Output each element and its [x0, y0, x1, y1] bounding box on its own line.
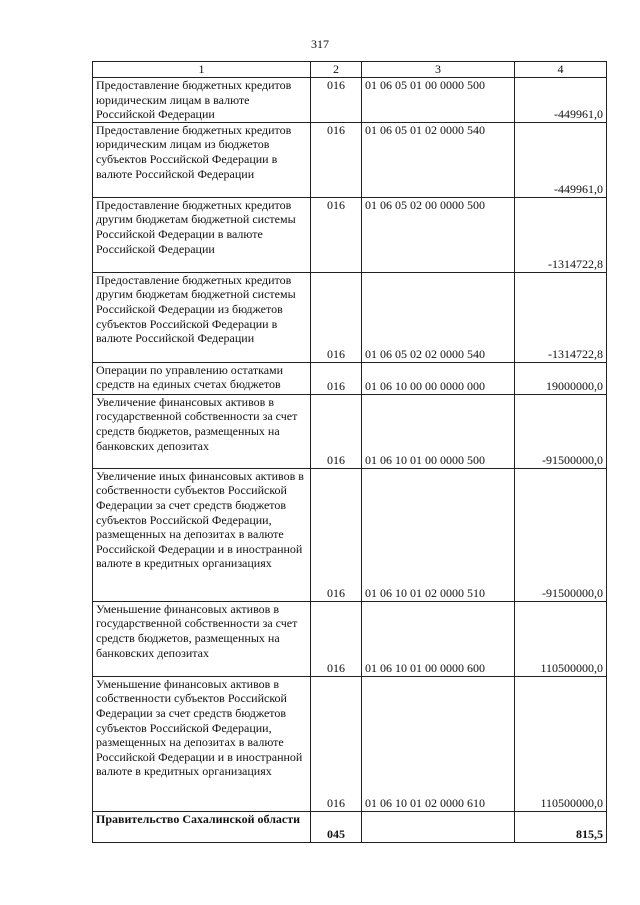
admin-code: 016 [311, 362, 362, 394]
budget-classification-code [362, 811, 515, 842]
row-name: Предоставление бюджетных кредитов другим бюджетам бюджетной системы Российской Федерации в валюте Российской Федерации [93, 197, 311, 272]
row-name: Предоставление бюджетных кредитов юридическим лицам в валюте Российской Федерации [93, 78, 311, 123]
table-row [93, 394, 607, 468]
budget-classification-code: 01 06 10 01 02 0000 510 [362, 468, 515, 601]
table-row [93, 78, 607, 123]
column-header: 3 [362, 62, 515, 78]
amount: 815,5 [515, 811, 607, 842]
admin-code: 016 [311, 468, 362, 601]
table-row [93, 811, 607, 842]
table-header-row [93, 62, 607, 78]
column-header: 4 [515, 62, 607, 78]
table-row [93, 197, 607, 272]
table-row [93, 601, 607, 676]
row-name: Увеличение финансовых активов в государственной собственности за счет средств бюджетов, размещенных на банковских депозитах [93, 394, 311, 468]
admin-code: 045 [311, 811, 362, 842]
row-name: Предоставление бюджетных кредитов другим бюджетам бюджетной системы Российской Федерации из бюджетов субъектов Российской Федерации в валюте Российской Федерации [93, 272, 311, 362]
amount: -1314722,8 [515, 272, 607, 362]
row-name: Предоставление бюджетных кредитов юридическим лицам из бюджетов субъектов Российской Федерации в валюте Российской Федерации [93, 122, 311, 197]
budget-sources-table [92, 61, 607, 843]
budget-classification-code: 01 06 10 01 00 0000 600 [362, 601, 515, 676]
admin-code: 016 [311, 122, 362, 197]
admin-code: 016 [311, 601, 362, 676]
page-number: 317 [311, 37, 329, 51]
amount: -91500000,0 [515, 468, 607, 601]
amount: -91500000,0 [515, 394, 607, 468]
budget-classification-code: 01 06 10 01 00 0000 500 [362, 394, 515, 468]
amount: -1314722,8 [515, 197, 607, 272]
row-name: Увеличение иных финансовых активов в собственности субъектов Российской Федерации за счет средств бюджетов субъектов Российской Федерации, размещенных на депозитах в валюте Российской Федерации и в иностранной валюте в кредитных организациях [93, 468, 311, 601]
admin-code: 016 [311, 272, 362, 362]
row-name: Правительство Сахалинской области [93, 811, 311, 842]
row-name: Уменьшение финансовых активов в собственности субъектов Российской Федерации за счет средств бюджетов субъектов Российской Федерации, размещенных на депозитах в валюте Российской Федерации и в иностранной валюте в кредитных организациях [93, 676, 311, 811]
amount: -449961,0 [515, 122, 607, 197]
table-row [93, 272, 607, 362]
table-row [93, 468, 607, 601]
table-row [93, 362, 607, 394]
table-row [93, 122, 607, 197]
budget-classification-code: 01 06 05 01 00 0000 500 [362, 78, 515, 123]
admin-code: 016 [311, 197, 362, 272]
column-header: 2 [311, 62, 362, 78]
amount: 19000000,0 [515, 362, 607, 394]
admin-code: 016 [311, 78, 362, 123]
budget-classification-code: 01 06 10 00 00 0000 000 [362, 362, 515, 394]
admin-code: 016 [311, 676, 362, 811]
table-row [93, 676, 607, 811]
column-header: 1 [93, 62, 311, 78]
admin-code: 016 [311, 394, 362, 468]
row-name: Уменьшение финансовых активов в государственной собственности за счет средств бюджетов, размещенных на банковских депозитах [93, 601, 311, 676]
budget-classification-code: 01 06 10 01 02 0000 610 [362, 676, 515, 811]
amount: 110500000,0 [515, 601, 607, 676]
amount: 110500000,0 [515, 676, 607, 811]
budget-classification-code: 01 06 05 02 00 0000 500 [362, 197, 515, 272]
budget-classification-code: 01 06 05 01 02 0000 540 [362, 122, 515, 197]
row-name: Операции по управлению остатками средств на единых счетах бюджетов [93, 362, 311, 394]
budget-classification-code: 01 06 05 02 02 0000 540 [362, 272, 515, 362]
amount: -449961,0 [515, 78, 607, 123]
